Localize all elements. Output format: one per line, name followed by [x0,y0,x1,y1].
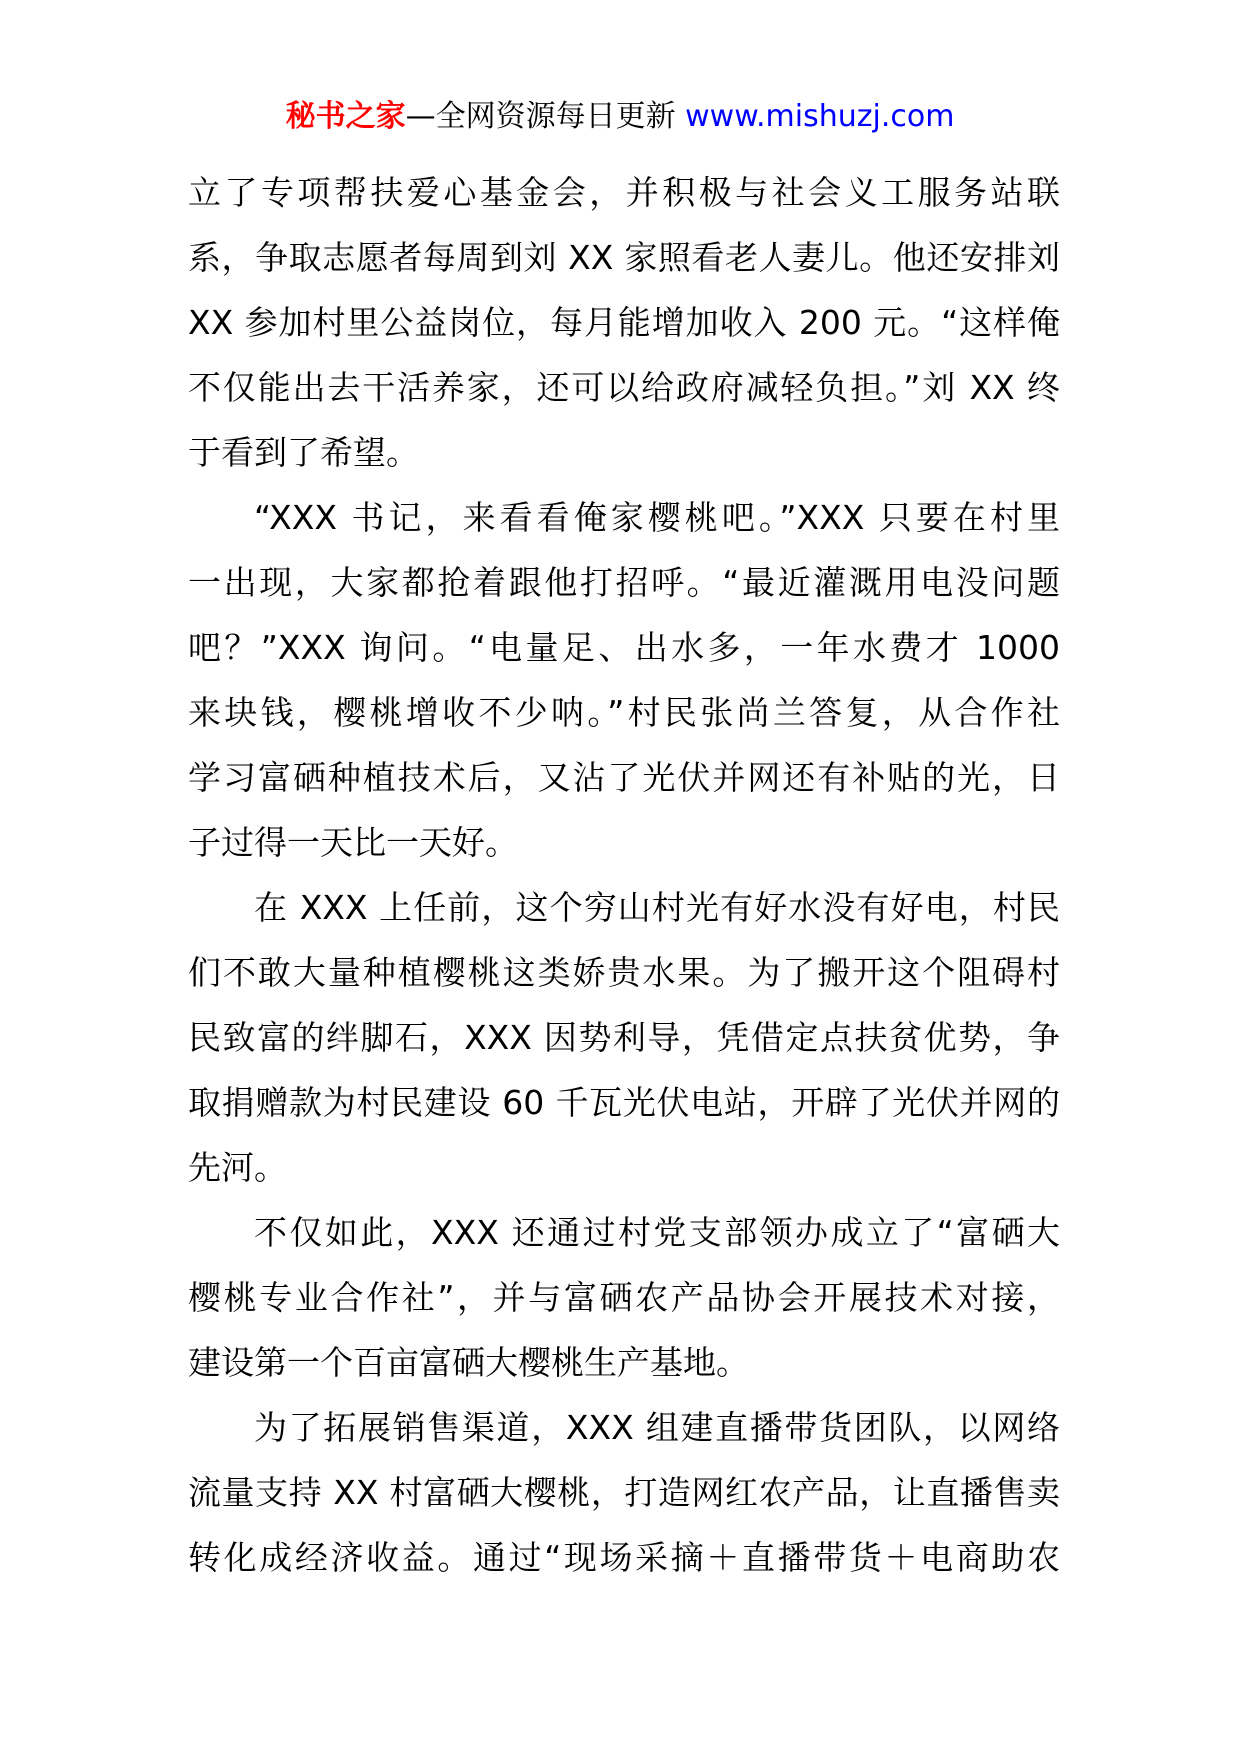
page-header [0,97,1240,137]
text-line: 流量支持 XX 村富硒大樱桃，打造网红农产品，让直播售卖 [188,1473,1060,1512]
text-line: XX 参加村里公益岗位，每月能增加收入 200 元。“这样俺 [188,303,1060,342]
paragraph [188,875,1060,1200]
text-line: 不仅能出去干活养家，还可以给政府减轻负担。”刘 XX 终 [188,368,1060,407]
text-line: 先河。 [188,1148,287,1187]
text-line: 系，争取志愿者每周到刘 XX 家照看老人妻儿。他还安排刘 [188,238,1060,277]
text-line: 樱桃专业合作社”，并与富硒农产品协会开展技术对接， [188,1278,1060,1317]
text-line: 来块钱，樱桃增收不少呐。”村民张尚兰答复，从合作社 [188,693,1060,732]
text-line: 于看到了希望。 [188,433,419,472]
paragraph [188,1395,1060,1590]
text-line: 学习富硒种植技术后，又沾了光伏并网还有补贴的光，日 [188,758,1060,797]
text-line: 吧？”XXX 询问。“电量足、出水多，一年水费才 1000 [188,628,1060,667]
paragraph [188,160,1060,485]
paragraph [188,1200,1060,1395]
text-line: 一出现，大家都抢着跟他打招呼。“最近灌溉用电没问题 [188,563,1060,602]
text-line: 立了专项帮扶爱心基金会，并积极与社会义工服务站联 [188,173,1060,212]
text-line: 民致富的绊脚石，XXX 因势利导，凭借定点扶贫优势，争 [188,1018,1060,1057]
text-line: 在 XXX 上任前，这个穷山村光有好水没有好电，村民 [254,888,1060,927]
text-line: 子过得一天比一天好。 [188,823,518,862]
site-url-link[interactable]: www.mishuzj.com [685,99,955,134]
text-line: 转化成经济收益。通过“现场采摘＋直播带货＋电商助农 [188,1538,1060,1577]
paragraph [188,485,1060,875]
text-line: 建设第一个百亩富硒大樱桃生产基地。 [188,1343,749,1382]
text-line: 们不敢大量种植樱桃这类娇贵水果。为了搬开这个阻碍村 [188,953,1060,992]
text-line: “XXX 书记，来看看俺家樱桃吧。”XXX 只要在村里 [254,498,1060,537]
text-line: 不仅如此，XXX 还通过村党支部领办成立了“富硒大 [254,1213,1060,1252]
text-line: 取捐赠款为村民建设 60 千瓦光伏电站，开辟了光伏并网的 [188,1083,1060,1122]
header-slogan: —全网资源每日更新 [405,99,676,134]
brand-name: 秘书之家 [285,99,406,134]
document-body [188,160,1060,1590]
text-line: 为了拓展销售渠道，XXX 组建直播带货团队，以网络 [254,1408,1060,1447]
